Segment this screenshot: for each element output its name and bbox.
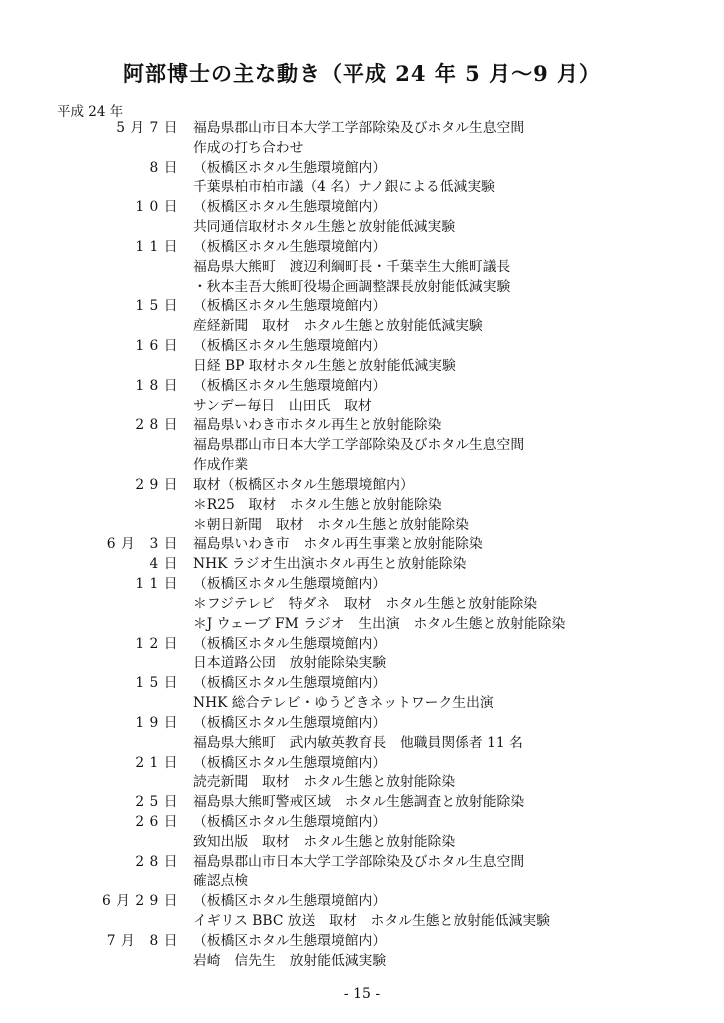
entry-text: 福島県いわき市 ホタル再生事業と放射能除染 xyxy=(193,536,483,553)
entry-date: 2 8 日 xyxy=(135,417,178,434)
entry-row xyxy=(0,476,724,496)
entry-date: 2 5 日 xyxy=(135,794,178,811)
entry-text: NHK 総合テレビ・ゆうどきネットワーク生出演 xyxy=(193,695,494,712)
entry-text: ＊R25 取材 ホタル生態と放射能除染 xyxy=(193,496,442,513)
entry-text: （板橋区ホタル生態環境館内） xyxy=(193,635,387,652)
entry-date: 2 6 日 xyxy=(135,813,178,830)
entry-text: 作成作業 xyxy=(193,457,249,474)
entry-row xyxy=(0,932,724,952)
entry-date: 1 0 日 xyxy=(135,199,178,216)
entry-row xyxy=(0,416,724,436)
entry-continuation xyxy=(0,872,724,892)
entry-date: 7 月 8 日 xyxy=(106,932,178,949)
entry-text: （板橋区ホタル生態環境館内） xyxy=(193,714,387,731)
entry-text: （板橋区ホタル生態環境館内） xyxy=(193,576,387,593)
entry-row xyxy=(0,575,724,595)
entry-date: 6 月 2 9 日 xyxy=(102,893,178,910)
entry-continuation xyxy=(0,833,724,853)
entry-text: 福島県大熊町 渡辺利綱町長・千葉幸生大熊町議長 xyxy=(193,258,511,275)
entry-date: 2 1 日 xyxy=(135,754,178,771)
entry-date: 8 日 xyxy=(149,159,178,176)
entry-row xyxy=(0,238,724,258)
entry-row xyxy=(0,377,724,397)
entry-date: 1 9 日 xyxy=(135,714,178,731)
entry-row xyxy=(0,714,724,734)
entry-text: （板橋区ホタル生態環境館内） xyxy=(193,298,387,315)
entry-continuation xyxy=(0,278,724,298)
entry-row xyxy=(0,793,724,813)
entry-text: ＊朝日新聞 取材 ホタル生態と放射能除染 xyxy=(193,516,469,533)
entry-text: ＊フジテレビ 特ダネ 取材 ホタル生態と放射能除染 xyxy=(193,595,538,612)
entry-text: 福島県大熊町警戒区域 ホタル生態調査と放射能除染 xyxy=(193,794,525,811)
entry-continuation xyxy=(0,615,724,635)
entry-date: 2 9 日 xyxy=(135,476,178,493)
entry-text: 産経新聞 取材 ホタル生態と放射能低減実験 xyxy=(193,318,483,335)
page-number: - 15 - xyxy=(343,986,381,1002)
entry-continuation xyxy=(0,516,724,536)
entry-date: 1 5 日 xyxy=(135,298,178,315)
entry-text: （板橋区ホタル生態環境館内） xyxy=(193,932,387,949)
entry-row xyxy=(0,535,724,555)
entry-continuation xyxy=(0,912,724,932)
entry-text: （板橋区ホタル生態環境館内） xyxy=(193,675,387,692)
entry-row xyxy=(0,853,724,873)
entry-text: 作成の打ち合わせ xyxy=(193,139,304,156)
entry-text: 確認点検 xyxy=(193,873,249,890)
entry-text: 福島県大熊町 武内敏英教育長 他職員関係者 11 名 xyxy=(193,734,523,751)
entry-text: （板橋区ホタル生態環境館内） xyxy=(193,238,387,255)
entry-text: サンデー毎日 山田氏 取材 xyxy=(193,397,372,414)
entry-continuation xyxy=(0,952,724,972)
entry-text: 共同通信取材ホタル生態と放射能低減実験 xyxy=(193,219,456,236)
entry-row xyxy=(0,198,724,218)
entry-continuation xyxy=(0,178,724,198)
entry-continuation xyxy=(0,397,724,417)
entry-text: 福島県郡山市日本大学工学部除染及びホタル生息空間 xyxy=(193,437,525,454)
entry-row xyxy=(0,892,724,912)
entry-continuation xyxy=(0,734,724,754)
entry-date: 1 1 日 xyxy=(135,238,178,255)
entry-text: 致知出版 取材 ホタル生態と放射能除染 xyxy=(193,833,456,850)
entry-text: ＊J ウェーブ FM ラジオ 生出演 ホタル生態と放射能除染 xyxy=(193,615,566,632)
entry-text: （板橋区ホタル生態環境館内） xyxy=(193,893,387,910)
entry-text: 取材（板橋区ホタル生態環境館内） xyxy=(193,476,414,493)
era-label: 平成 24 年 xyxy=(57,104,124,120)
entry-continuation xyxy=(0,436,724,456)
entry-text: イギリス BBC 放送 取材 ホタル生態と放射能低減実験 xyxy=(193,913,550,930)
entry-text: 福島県郡山市日本大学工学部除染及びホタル生息空間 xyxy=(193,120,525,136)
entry-text: NHK ラジオ生出演ホタル再生と放射能除染 xyxy=(193,556,467,573)
entry-text: 岩崎 信先生 放射能低減実験 xyxy=(193,952,387,969)
entry-date: 2 8 日 xyxy=(135,853,178,870)
entry-text: ・秋本圭吾大熊町役場企画調整課長放射能低減実験 xyxy=(193,278,511,295)
entry-row xyxy=(0,754,724,774)
entry-text: 福島県郡山市日本大学工学部除染及びホタル生息空間 xyxy=(193,853,525,870)
entry-text: （板橋区ホタル生態環境館内） xyxy=(193,159,387,176)
entry-date: 1 6 日 xyxy=(135,338,178,355)
entry-text: 福島県いわき市ホタル再生と放射能除染 xyxy=(193,417,442,434)
entry-text: 日経 BP 取材ホタル生態と放射能低減実験 xyxy=(193,357,456,374)
entry-row xyxy=(0,119,724,139)
entry-date: 1 2 日 xyxy=(135,635,178,652)
entry-continuation xyxy=(0,357,724,377)
entry-date: 5 月 7 日 xyxy=(116,120,178,136)
entry-date: 1 1 日 xyxy=(135,576,178,593)
entry-continuation xyxy=(0,773,724,793)
entry-date: 1 8 日 xyxy=(135,377,178,394)
entry-continuation xyxy=(0,258,724,278)
entry-row xyxy=(0,674,724,694)
entry-text: （板橋区ホタル生態環境館内） xyxy=(193,754,387,771)
entry-date: 1 5 日 xyxy=(135,675,178,692)
entry-date: 6 月 3 日 xyxy=(106,536,178,553)
entry-row xyxy=(0,159,724,179)
entry-text: （板橋区ホタル生態環境館内） xyxy=(193,813,387,830)
entry-text: 読売新聞 取材 ホタル生態と放射能除染 xyxy=(193,774,456,791)
entry-continuation xyxy=(0,317,724,337)
entry-text: （板橋区ホタル生態環境館内） xyxy=(193,199,387,216)
entry-row xyxy=(0,337,724,357)
entry-row xyxy=(0,297,724,317)
entry-text: （板橋区ホタル生態環境館内） xyxy=(193,338,387,355)
schedule-list xyxy=(0,119,724,972)
entry-continuation xyxy=(0,694,724,714)
entry-text: （板橋区ホタル生態環境館内） xyxy=(193,377,387,394)
entry-continuation xyxy=(0,456,724,476)
entry-continuation xyxy=(0,496,724,516)
entry-row xyxy=(0,555,724,575)
page-title: 阿部博士の主な動き（平成 24 年 5 月～9 月） xyxy=(122,61,601,86)
entry-row xyxy=(0,813,724,833)
entry-continuation xyxy=(0,139,724,159)
entry-date: 4 日 xyxy=(149,556,178,573)
entry-continuation xyxy=(0,654,724,674)
entry-text: 日本道路公団 放射能除染実験 xyxy=(193,655,387,672)
entry-text: 千葉県柏市柏市議（4 名）ナノ銀による低減実験 xyxy=(193,179,495,196)
entry-continuation xyxy=(0,595,724,615)
entry-row xyxy=(0,635,724,655)
entry-continuation xyxy=(0,218,724,238)
